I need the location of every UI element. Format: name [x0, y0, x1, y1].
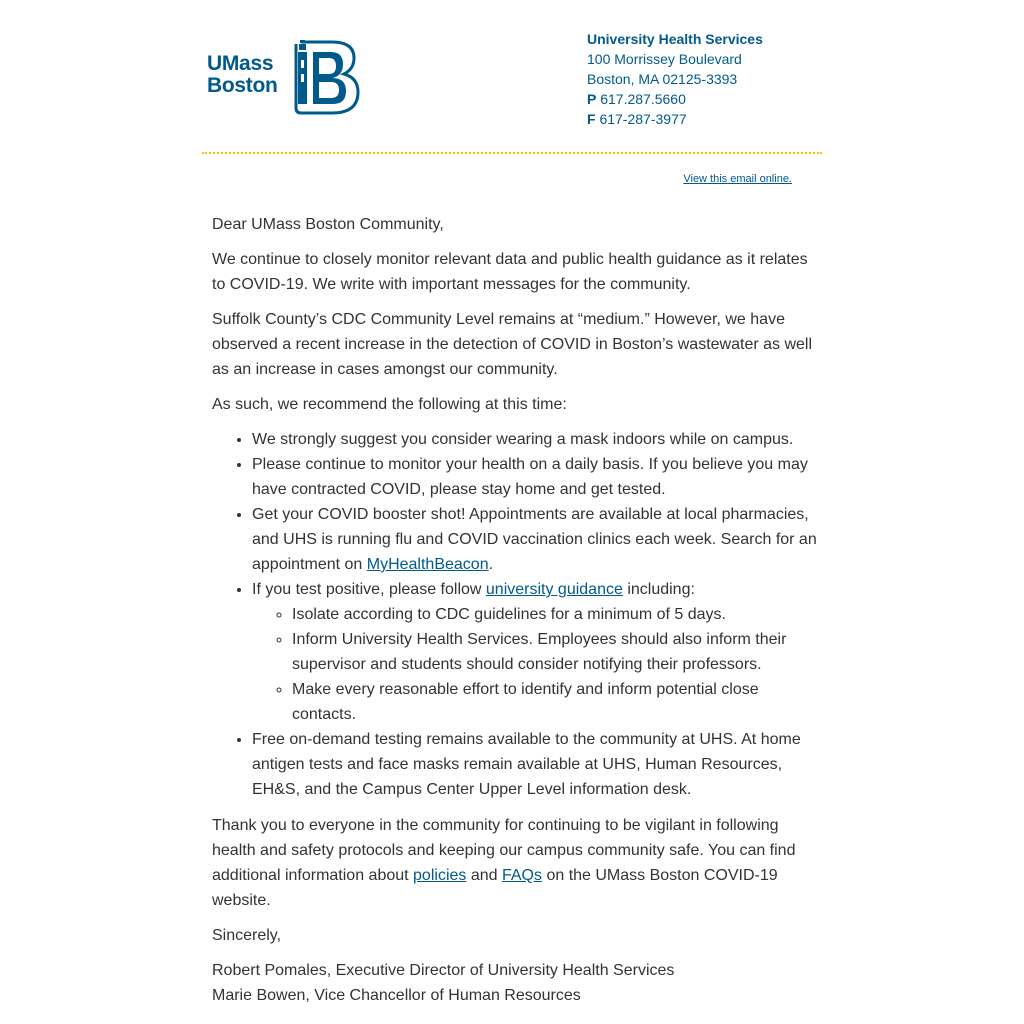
umass-boston-logo: [207, 38, 367, 118]
closing-text-end: on the UMass Boston COVID-19 website.: [212, 867, 778, 909]
sublist-item: ◦ Inform University Health Services. Employees should also inform their supervisor and students should consider notifying their professors.: [292, 627, 817, 677]
paragraph-closing: [212, 813, 817, 913]
fax-label: F: [587, 111, 596, 127]
logo-line-1: UMass: [207, 52, 274, 75]
signature-line-1: Robert Pomales, Executive Director of University Health Services: [212, 962, 675, 979]
phone-label: P: [587, 91, 597, 107]
fax-number: 617-287-3977: [599, 111, 687, 127]
faqs-link[interactable]: FAQs: [501, 867, 542, 884]
list-item: [252, 502, 817, 577]
logo-line-2: Boston: [207, 74, 278, 97]
org-name: University Health Services: [587, 31, 763, 47]
lighthouse-b-icon: [288, 38, 364, 116]
header-divider: [202, 152, 822, 154]
sublist-item: ◦ Make every reasonable effort to identify and inform potential close contacts.: [292, 677, 817, 727]
list-item-text-end: including:: [622, 581, 695, 598]
list-item: • Free on-demand testing remains available to the community at UHS. At home antigen tests and face masks remain available at UHS, Human Resources, EH&S, and the Campus Center Upper Level information desk.: [252, 727, 817, 802]
greeting: Dear UMass Boston Community,: [212, 216, 444, 233]
sublist-item: ◦ Isolate according to CDC guidelines for a minimum of 5 days.: [292, 602, 817, 627]
paragraph-intro: We continue to closely monitor relevant data and public health guidance as it relates to COVID-19. We write with important messages for the community.: [212, 251, 808, 293]
phone-number: 617.287.5660: [600, 91, 686, 107]
city-address: Boston, MA 02125-3393: [587, 71, 738, 87]
email-body: [212, 212, 817, 1008]
paragraph-community-level: Suffolk County’s CDC Community Level remains at “medium.” However, we have observed a recent increase in the detection of COVID in Boston’s wastewater as well as an increase in cases amongst our community.: [212, 311, 813, 378]
signoff: Sincerely,: [212, 927, 282, 944]
list-item: • Please continue to monitor your health on a daily basis. If you believe you may have contracted COVID, please stay home and get tested.: [252, 452, 817, 502]
paragraph-recommend: As such, we recommend the following at this time:: [212, 396, 567, 413]
list-item-text: Get your COVID booster shot! Appointments are available at local pharmacies, and UHS is running flu and COVID vaccination clinics each week. Search for an appointment on: [252, 506, 817, 573]
myhealthbeacon-link[interactable]: MyHealthBeacon: [366, 556, 489, 573]
closing-text: Thank you to everyone in the community for continuing to be vigilant in following health and safety protocols and keeping our campus community safe. You can find additional information about: [212, 817, 796, 884]
fax-line: [587, 109, 763, 129]
list-item: [252, 577, 817, 727]
recommendations-list: [212, 427, 817, 802]
university-guidance-link[interactable]: university guidance: [485, 581, 623, 598]
phone-line: [587, 89, 763, 109]
list-item-text-end: .: [488, 556, 494, 573]
list-item-text: If you test positive, please follow: [252, 581, 486, 598]
contact-address-block: [587, 29, 763, 129]
policies-link[interactable]: policies: [413, 867, 467, 884]
view-online-link[interactable]: View this email online.: [683, 173, 792, 185]
closing-text-mid: and: [466, 867, 502, 884]
signature-line-2: Marie Bowen, Vice Chancellor of Human Resources: [212, 987, 581, 1004]
street-address: 100 Morrissey Boulevard: [587, 51, 742, 67]
logo-wordmark: [207, 53, 278, 97]
guidance-sublist: [252, 602, 817, 727]
list-item: • We strongly suggest you consider wearing a mask indoors while on campus.: [252, 427, 817, 452]
